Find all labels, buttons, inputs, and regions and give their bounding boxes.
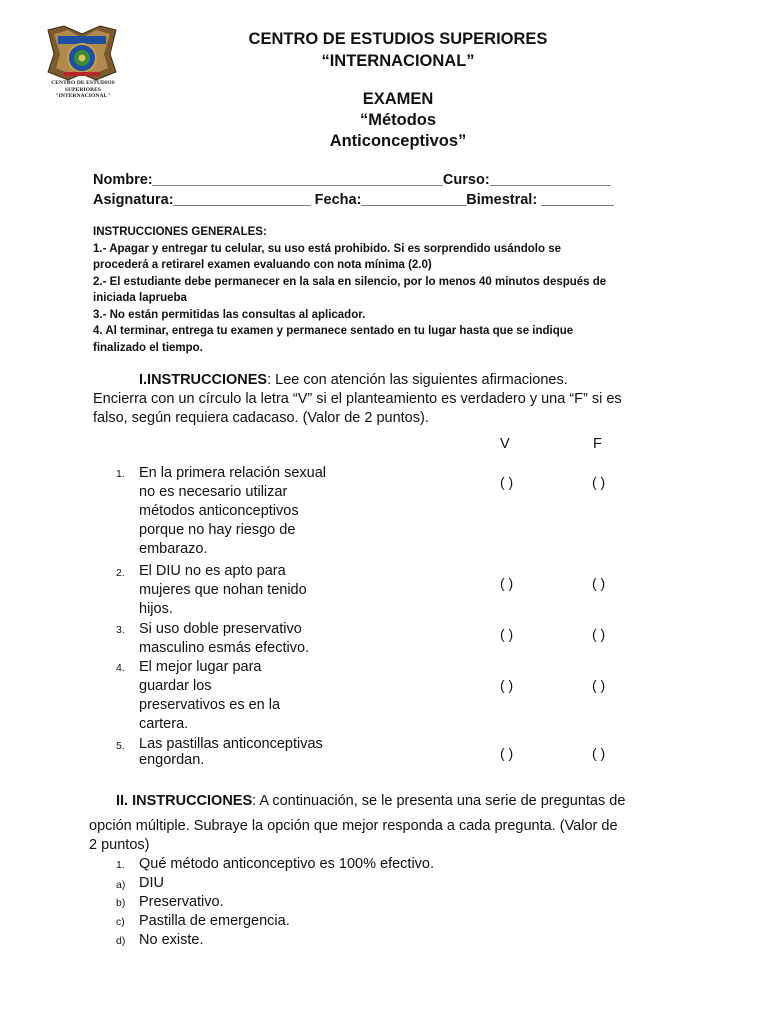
option-letter: b) bbox=[116, 897, 126, 909]
answer-false-1[interactable]: ( ) bbox=[592, 474, 606, 490]
school-name-2: “INTERNACIONAL” bbox=[321, 52, 475, 70]
general-instruction-row: 3.- No están permitidas las consultas al aplicador. bbox=[93, 308, 366, 321]
section2-instructions-line3: 2 puntos) bbox=[89, 837, 150, 853]
section2-instructions-line1 bbox=[116, 792, 625, 811]
general-instructions bbox=[93, 224, 673, 356]
general-instruction-row: 2.- El estudiante debe permanecer en la sala en silencio, por lo menos 40 minutos después de bbox=[93, 275, 607, 288]
answer-true-4[interactable]: ( ) bbox=[500, 677, 514, 693]
section1-instructions-line1 bbox=[139, 371, 568, 390]
statement-line: porque no hay riesgo de bbox=[139, 522, 296, 538]
option-d[interactable]: No existe. bbox=[139, 932, 204, 948]
section2-title: II. INSTRUCCIONES bbox=[116, 793, 253, 809]
item-number: 2. bbox=[116, 567, 125, 579]
statement-item-1 bbox=[139, 464, 326, 559]
section2-instructions-line2: opción múltiple. Subraye la opción que mejor responda a cada pregunta. (Valor de bbox=[89, 818, 618, 834]
exam-topic-line1: “Métodos bbox=[359, 111, 437, 129]
column-true-header: V bbox=[500, 436, 510, 452]
exam-label: EXAMEN bbox=[362, 90, 434, 108]
statement-line: guardar los bbox=[139, 678, 212, 694]
option-letter: c) bbox=[116, 916, 125, 928]
statement-line: no es necesario utilizar bbox=[139, 484, 288, 500]
statement-line: El DIU no es apto para bbox=[139, 563, 286, 579]
option-b[interactable]: Preservativo. bbox=[139, 894, 224, 910]
question-text: Qué método anticonceptivo es 100% efectivo. bbox=[139, 856, 435, 872]
statement-line: mujeres que nohan tenido bbox=[139, 582, 307, 598]
general-instruction-row: finalizado el tiempo. bbox=[93, 341, 203, 354]
logo-caption-line: CENTRO DE ESTUDIOS bbox=[51, 80, 115, 86]
column-false-header: F bbox=[593, 436, 602, 452]
item-number: 5. bbox=[116, 740, 125, 752]
answer-false-3[interactable]: ( ) bbox=[592, 626, 606, 642]
answer-false-4[interactable]: ( ) bbox=[592, 677, 606, 693]
option-letter: a) bbox=[116, 879, 126, 891]
general-instructions-heading: INSTRUCCIONES GENERALES: bbox=[93, 226, 267, 238]
statement-item-5 bbox=[139, 735, 323, 770]
statement-line: engordan. bbox=[139, 752, 205, 768]
option-a[interactable]: DIU bbox=[139, 875, 164, 891]
item-number: 3. bbox=[116, 624, 125, 636]
statement-line: masculino esmás efectivo. bbox=[139, 640, 310, 656]
answer-false-2[interactable]: ( ) bbox=[592, 575, 606, 591]
general-instruction-row: 4. Al terminar, entrega tu examen y permanece sentado en tu lugar hasta que se indique bbox=[93, 325, 574, 337]
section1-instructions-line2: Encierra con un círculo la letra “V” si el planteamiento es verdadero y una “F” si es bbox=[93, 391, 622, 407]
general-instruction-row: iniciada laprueba bbox=[93, 292, 187, 304]
section2-text: : A continuación, se le presenta una serie de preguntas de bbox=[252, 793, 626, 809]
statement-item-4 bbox=[139, 658, 280, 734]
logo-caption-line: SUPERIORES bbox=[64, 86, 102, 93]
answer-true-2[interactable]: ( ) bbox=[500, 575, 514, 591]
subject-date-field[interactable]: Asignatura:_________________ Fecha:_____________Bimestral: _________ bbox=[93, 192, 614, 208]
item-number: 1. bbox=[116, 468, 125, 480]
section1-title: I.INSTRUCCIONES bbox=[139, 372, 268, 388]
exam-topic-line2: Anticonceptivos” bbox=[329, 132, 467, 150]
general-instruction-row: 1.- Apagar y entregar tu celular, su uso está prohibido. Si es sorprendido usándolo se bbox=[93, 242, 561, 255]
section1-text: : Lee con atención las siguientes afirmaciones. bbox=[267, 372, 568, 388]
option-c[interactable]: Pastilla de emergencia. bbox=[139, 913, 290, 929]
statement-line: embarazo. bbox=[139, 541, 208, 557]
statement-item-2 bbox=[139, 562, 307, 619]
statement-line: El mejor lugar para bbox=[139, 659, 262, 675]
statement-line: cartera. bbox=[139, 716, 189, 732]
question-number: 1. bbox=[116, 859, 125, 871]
name-course-field[interactable]: Nombre:____________________________________Curso:_______________ bbox=[93, 172, 611, 188]
statement-line: Las pastillas anticonceptivas bbox=[139, 736, 323, 752]
option-letter: d) bbox=[116, 935, 126, 947]
answer-true-3[interactable]: ( ) bbox=[500, 626, 514, 642]
answer-false-5[interactable]: ( ) bbox=[592, 745, 606, 761]
statement-line: Si uso doble preservativo bbox=[139, 621, 302, 637]
statement-item-3 bbox=[139, 620, 309, 658]
answer-true-1[interactable]: ( ) bbox=[500, 474, 514, 490]
statement-line: hijos. bbox=[139, 601, 173, 617]
statement-line: métodos anticonceptivos bbox=[139, 503, 299, 519]
section1-instructions-line3: falso, según requiera cadacaso. (Valor de 2 puntos). bbox=[93, 410, 429, 426]
item-number: 4. bbox=[116, 662, 125, 674]
logo-caption-line: "INTERNACIONAL" bbox=[55, 93, 111, 99]
general-instruction-row: procederá a retirarel examen evaluando con nota mínima (2.0) bbox=[93, 259, 432, 271]
school-name: CENTRO DE ESTUDIOS SUPERIORES bbox=[248, 30, 548, 48]
statement-line: En la primera relación sexual bbox=[139, 465, 326, 481]
statement-line: preservativos es en la bbox=[139, 697, 281, 713]
answer-true-5[interactable]: ( ) bbox=[500, 745, 514, 761]
